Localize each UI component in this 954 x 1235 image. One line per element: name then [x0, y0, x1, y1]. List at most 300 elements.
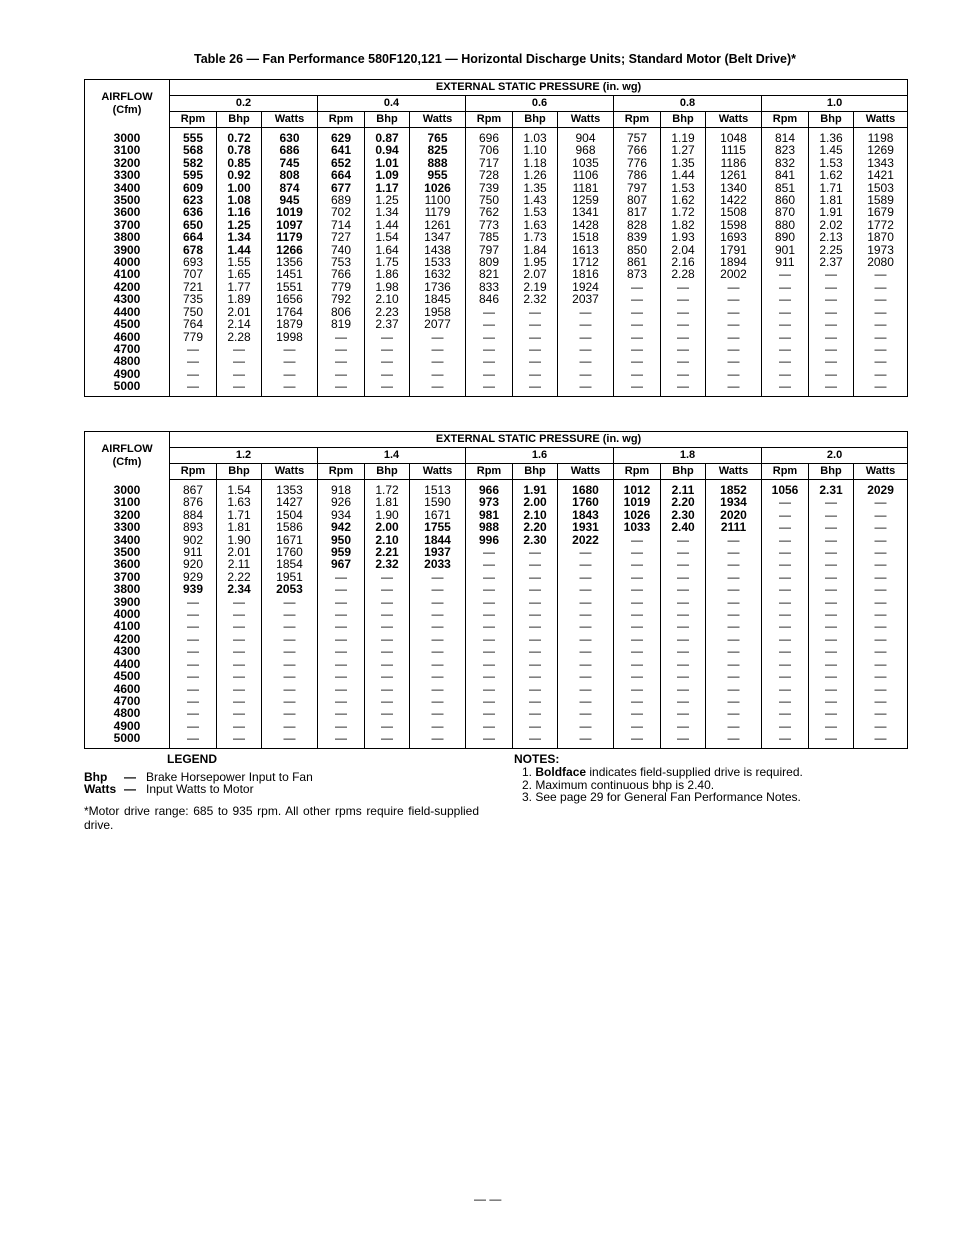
value-cell: — [558, 645, 614, 657]
value-cell: 1.62 [809, 169, 854, 181]
value-cell: 629 [318, 128, 365, 145]
column-header-rpm: Rpm [318, 464, 365, 480]
airflow-cell: 4400 [85, 306, 170, 318]
value-cell: 1854 [262, 558, 318, 570]
value-cell: — [410, 596, 466, 608]
value-cell: — [410, 620, 466, 632]
esp-header: EXTERNAL STATIC PRESSURE (in. wg) [170, 80, 908, 96]
pressure-header: 1.4 [318, 448, 466, 464]
value-cell: 582 [182, 155, 204, 170]
value-cell: — [513, 558, 558, 570]
value-cell: — [365, 620, 410, 632]
value-cell: — [365, 331, 410, 343]
airflow-cell: 4600 [85, 331, 170, 343]
column-header-bhp: Bhp [661, 112, 706, 128]
value-cell: 1533 [410, 256, 466, 268]
value-cell: 1.81 [217, 521, 262, 533]
value-cell: 1.27 [661, 144, 706, 156]
column-header-rpm: Rpm [170, 464, 217, 480]
value-cell: 1.08 [217, 194, 262, 206]
value-cell: 904 [558, 128, 614, 145]
value-cell: 1894 [706, 256, 762, 268]
value-cell: — [661, 645, 706, 657]
value-cell: 721 [182, 279, 204, 294]
value-cell: — [217, 380, 262, 396]
value-cell: — [318, 608, 365, 620]
value-cell: — [762, 380, 809, 396]
pressure-header: 0.4 [318, 96, 466, 112]
value-cell: — [706, 546, 762, 558]
value-cell: 706 [466, 144, 513, 156]
value-cell: 939 [182, 582, 204, 597]
value-cell: — [365, 571, 410, 583]
value-cell: 1.25 [217, 219, 262, 231]
value-cell: — [809, 683, 854, 695]
value-cell: 2.21 [365, 546, 410, 558]
value-cell: 2080 [854, 256, 908, 268]
value-cell: — [410, 707, 466, 719]
airflow-cell: 4500 [85, 670, 170, 682]
value-cell: — [217, 683, 262, 695]
value-cell: — [854, 268, 908, 280]
value-cell: — [809, 695, 854, 707]
value-cell: — [217, 645, 262, 657]
value-cell: — [466, 645, 513, 657]
value-cell: 2.25 [809, 244, 854, 256]
value-cell: 1513 [410, 480, 466, 497]
value-cell: — [187, 681, 199, 696]
value-cell: 1035 [558, 157, 614, 169]
value-cell: 1.53 [661, 182, 706, 194]
value-cell: 1656 [262, 293, 318, 305]
value-cell: — [410, 368, 466, 380]
value-cell: 2053 [262, 583, 318, 595]
value-cell: 0.78 [217, 144, 262, 156]
value-cell: — [262, 380, 318, 396]
value-cell: — [614, 670, 661, 682]
value-cell: — [262, 368, 318, 380]
value-cell: — [762, 695, 809, 707]
airflow-cell: 3100 [85, 496, 170, 508]
value-cell: — [187, 594, 199, 609]
table-row [85, 480, 908, 497]
value-cell: 1.36 [809, 128, 854, 145]
value-cell: — [854, 558, 908, 570]
value-cell: — [262, 732, 318, 748]
value-cell: 786 [614, 169, 661, 181]
value-cell: 2.01 [217, 306, 262, 318]
value-cell: — [318, 695, 365, 707]
airflow-cell: 4700 [85, 343, 170, 355]
value-cell: — [187, 366, 199, 381]
value-cell: — [854, 571, 908, 583]
value-cell: — [809, 670, 854, 682]
value-cell: — [614, 380, 661, 396]
value-cell: 880 [762, 219, 809, 231]
note-3 [522, 790, 801, 804]
value-cell: — [661, 670, 706, 682]
value-cell: — [661, 306, 706, 318]
column-header-bhp: Bhp [217, 464, 262, 480]
note-number: 1. [522, 765, 533, 779]
value-cell: 1033 [614, 521, 661, 533]
value-cell: — [706, 608, 762, 620]
value-cell: — [614, 633, 661, 645]
value-cell: 1.19 [661, 128, 706, 145]
value-cell: 920 [182, 557, 204, 572]
value-cell: — [262, 658, 318, 670]
value-cell: 1.71 [217, 509, 262, 521]
value-cell: — [513, 608, 558, 620]
value-cell: — [217, 732, 262, 748]
value-cell: — [809, 658, 854, 670]
airflow-cell: 5000 [85, 732, 170, 748]
value-cell: — [558, 608, 614, 620]
value-cell: — [513, 546, 558, 558]
value-cell: — [187, 379, 199, 394]
value-cell: — [706, 620, 762, 632]
value-cell: — [661, 633, 706, 645]
value-cell: 1.45 [809, 144, 854, 156]
airflow-header [85, 80, 170, 128]
value-cell: 1106 [558, 169, 614, 181]
value-cell: — [706, 380, 762, 396]
column-header-bhp: Bhp [365, 464, 410, 480]
airflow-cell: 3600 [85, 206, 170, 218]
notes-title: NOTES: [514, 752, 560, 766]
value-cell: — [661, 281, 706, 293]
value-cell: 1012 [614, 480, 661, 497]
value-cell: — [558, 558, 614, 570]
table-row [85, 496, 908, 508]
value-cell: 1.17 [365, 182, 410, 194]
value-cell: 2.28 [217, 331, 262, 343]
airflow-cell: 3200 [85, 157, 170, 169]
value-cell: — [854, 318, 908, 330]
value-cell: 839 [614, 231, 661, 243]
value-cell: 902 [182, 532, 204, 547]
value-cell: — [318, 658, 365, 670]
airflow-cell: 3900 [85, 244, 170, 256]
value-cell: 1951 [262, 571, 318, 583]
value-cell: 955 [410, 169, 466, 181]
value-cell: — [762, 596, 809, 608]
value-cell: 1.71 [809, 182, 854, 194]
value-cell: — [410, 343, 466, 355]
value-cell: — [762, 343, 809, 355]
value-cell: 1598 [706, 219, 762, 231]
value-cell: — [661, 380, 706, 396]
value-cell: 1.91 [809, 206, 854, 218]
value-cell: — [187, 693, 199, 708]
value-cell: — [558, 368, 614, 380]
value-cell: — [614, 534, 661, 546]
airflow-header [85, 432, 170, 480]
value-cell: — [706, 571, 762, 583]
value-cell: 1551 [262, 281, 318, 293]
table-row [85, 620, 908, 632]
value-cell: — [706, 732, 762, 748]
value-cell: — [513, 732, 558, 748]
value-cell: 1671 [262, 534, 318, 546]
value-cell: — [558, 707, 614, 719]
value-cell: — [318, 380, 365, 396]
value-cell: — [262, 707, 318, 719]
airflow-cell: 3500 [85, 546, 170, 558]
value-cell: — [187, 706, 199, 721]
airflow-label: AIRFLOW [101, 443, 153, 456]
value-cell: — [854, 368, 908, 380]
value-cell: 833 [466, 281, 513, 293]
pressure-header: 1.8 [614, 448, 762, 464]
value-cell: — [410, 670, 466, 682]
value-cell: — [318, 683, 365, 695]
value-cell: — [466, 571, 513, 583]
value-cell: — [706, 683, 762, 695]
value-cell: — [187, 731, 199, 746]
value-cell: 735 [182, 292, 204, 307]
value-cell: 0.72 [217, 128, 262, 145]
value-cell: — [614, 695, 661, 707]
value-cell: 2.30 [513, 534, 558, 546]
value-cell: — [762, 707, 809, 719]
value-cell: — [558, 732, 614, 748]
value-cell: 861 [614, 256, 661, 268]
value-cell: — [854, 331, 908, 343]
value-cell: — [466, 608, 513, 620]
value-cell: 1.63 [513, 219, 558, 231]
airflow-cell: 3400 [85, 534, 170, 546]
value-cell: — [217, 355, 262, 367]
table-row [85, 318, 908, 330]
value-cell: 1937 [410, 546, 466, 558]
value-cell: 832 [762, 157, 809, 169]
value-cell: 792 [318, 293, 365, 305]
value-cell: — [365, 683, 410, 695]
value-cell: 1181 [558, 182, 614, 194]
legend-abbr: Bhp [84, 770, 108, 784]
value-cell: 693 [182, 255, 204, 270]
value-cell: 750 [182, 304, 204, 319]
column-header-bhp: Bhp [513, 464, 558, 480]
value-cell: 1760 [558, 496, 614, 508]
value-cell: 2029 [854, 480, 908, 497]
value-cell: — [217, 720, 262, 732]
value-cell: 2.31 [809, 480, 854, 497]
value-cell: — [466, 558, 513, 570]
value-cell: — [410, 583, 466, 595]
value-cell: — [854, 355, 908, 367]
value-cell: — [466, 633, 513, 645]
value-cell: — [262, 695, 318, 707]
value-cell: 2.20 [661, 496, 706, 508]
value-cell: 753 [318, 256, 365, 268]
value-cell: 689 [318, 194, 365, 206]
column-header-watts: Watts [854, 464, 908, 480]
value-cell: 2.07 [513, 268, 558, 280]
value-cell: — [466, 732, 513, 748]
value-cell: 1791 [706, 244, 762, 256]
value-cell: — [809, 318, 854, 330]
value-cell: 764 [182, 317, 204, 332]
value-cell: — [410, 355, 466, 367]
value-cell: — [466, 355, 513, 367]
value-cell: 846 [466, 293, 513, 305]
value-cell: — [217, 343, 262, 355]
value-cell: 652 [318, 157, 365, 169]
value-cell: — [762, 608, 809, 620]
value-cell: 808 [262, 169, 318, 181]
value-cell: — [661, 720, 706, 732]
value-cell: — [614, 355, 661, 367]
column-header-watts: Watts [706, 464, 762, 480]
value-cell: 641 [318, 144, 365, 156]
pressure-header: 1.2 [170, 448, 318, 464]
value-cell: — [318, 355, 365, 367]
value-cell: — [706, 658, 762, 670]
value-cell: 2.00 [365, 521, 410, 533]
airflow-cell: 3000 [85, 128, 170, 145]
value-cell: — [466, 670, 513, 682]
value-cell: 1504 [262, 509, 318, 521]
value-cell: 745 [262, 157, 318, 169]
note-text: See page 29 for General Fan Performance Notes. [535, 790, 801, 804]
value-cell: 1.55 [217, 256, 262, 268]
table-row [85, 645, 908, 657]
value-cell: 981 [466, 509, 513, 521]
value-cell: 1.77 [217, 281, 262, 293]
value-cell: — [466, 546, 513, 558]
value-cell: 2002 [706, 268, 762, 280]
airflow-cell: 3000 [85, 480, 170, 497]
value-cell: 707 [182, 267, 204, 282]
value-cell: — [318, 720, 365, 732]
value-cell: 973 [466, 496, 513, 508]
value-cell: 779 [318, 281, 365, 293]
value-cell: — [558, 633, 614, 645]
value-cell: — [187, 656, 199, 671]
value-cell: 968 [558, 144, 614, 156]
value-cell: — [318, 645, 365, 657]
value-cell: — [466, 720, 513, 732]
value-cell: — [762, 281, 809, 293]
pressure-header: 0.8 [614, 96, 762, 112]
value-cell: 717 [466, 157, 513, 169]
value-cell: — [706, 368, 762, 380]
value-cell: — [217, 670, 262, 682]
value-cell: 1422 [706, 194, 762, 206]
column-header-watts: Watts [854, 112, 908, 128]
value-cell: — [466, 596, 513, 608]
value-cell: 636 [182, 205, 204, 220]
value-cell: — [854, 695, 908, 707]
value-cell: — [558, 583, 614, 595]
value-cell: — [217, 658, 262, 670]
value-cell: 1.62 [661, 194, 706, 206]
airflow-cell: 3400 [85, 182, 170, 194]
value-cell: 828 [614, 219, 661, 231]
value-cell: — [614, 596, 661, 608]
value-cell: — [558, 306, 614, 318]
value-cell: — [365, 720, 410, 732]
legend-item-watts [84, 782, 254, 796]
value-cell: — [762, 268, 809, 280]
value-cell: — [614, 683, 661, 695]
value-cell: — [187, 718, 199, 733]
value-cell: — [466, 695, 513, 707]
value-cell: — [762, 306, 809, 318]
airflow-cell: 4400 [85, 658, 170, 670]
value-cell: — [854, 534, 908, 546]
value-cell: 773 [466, 219, 513, 231]
value-cell: 945 [262, 194, 318, 206]
value-cell: — [661, 571, 706, 583]
value-cell: — [661, 534, 706, 546]
note-number: 2. [522, 778, 533, 792]
value-cell: — [762, 318, 809, 330]
value-cell: 2.10 [513, 509, 558, 521]
note-bold: Boldface [535, 765, 587, 779]
airflow-cell: 4000 [85, 256, 170, 268]
value-cell: — [706, 695, 762, 707]
value-cell: 1097 [262, 219, 318, 231]
value-cell: — [318, 732, 365, 748]
value-cell: — [513, 331, 558, 343]
value-cell: 1.95 [513, 256, 558, 268]
value-cell: — [854, 306, 908, 318]
value-cell: 1.91 [513, 480, 558, 497]
value-cell: 1026 [614, 509, 661, 521]
value-cell: 911 [183, 545, 203, 560]
note-number: 3. [522, 790, 533, 804]
value-cell: — [410, 571, 466, 583]
airflow-cell: 4500 [85, 318, 170, 330]
value-cell: — [762, 496, 809, 508]
value-cell: 1693 [706, 231, 762, 243]
value-cell: 1844 [410, 534, 466, 546]
airflow-cell: 4900 [85, 720, 170, 732]
value-cell: — [706, 670, 762, 682]
value-cell: 1.16 [217, 206, 262, 218]
value-cell: 1056 [762, 480, 809, 497]
value-cell: — [809, 293, 854, 305]
value-cell: 809 [466, 256, 513, 268]
value-cell: 0.87 [365, 128, 410, 145]
value-cell: 1451 [262, 268, 318, 280]
column-header-rpm: Rpm [762, 464, 809, 480]
value-cell: 926 [318, 496, 365, 508]
value-cell: — [854, 546, 908, 558]
value-cell: — [262, 355, 318, 367]
value-cell: — [262, 620, 318, 632]
value-cell: 0.92 [217, 169, 262, 181]
value-cell: — [762, 521, 809, 533]
value-cell: — [661, 583, 706, 595]
value-cell: — [661, 558, 706, 570]
value-cell: 1613 [558, 244, 614, 256]
value-cell: — [809, 720, 854, 732]
value-cell: 2.11 [217, 558, 262, 570]
value-cell: 1.03 [513, 128, 558, 145]
value-cell: — [706, 583, 762, 595]
value-cell: 1764 [262, 306, 318, 318]
value-cell: 888 [410, 157, 466, 169]
value-cell: 2037 [558, 293, 614, 305]
table-row [85, 268, 908, 280]
value-cell: — [558, 331, 614, 343]
value-cell: 1.81 [809, 194, 854, 206]
airflow-cell: 4000 [85, 608, 170, 620]
